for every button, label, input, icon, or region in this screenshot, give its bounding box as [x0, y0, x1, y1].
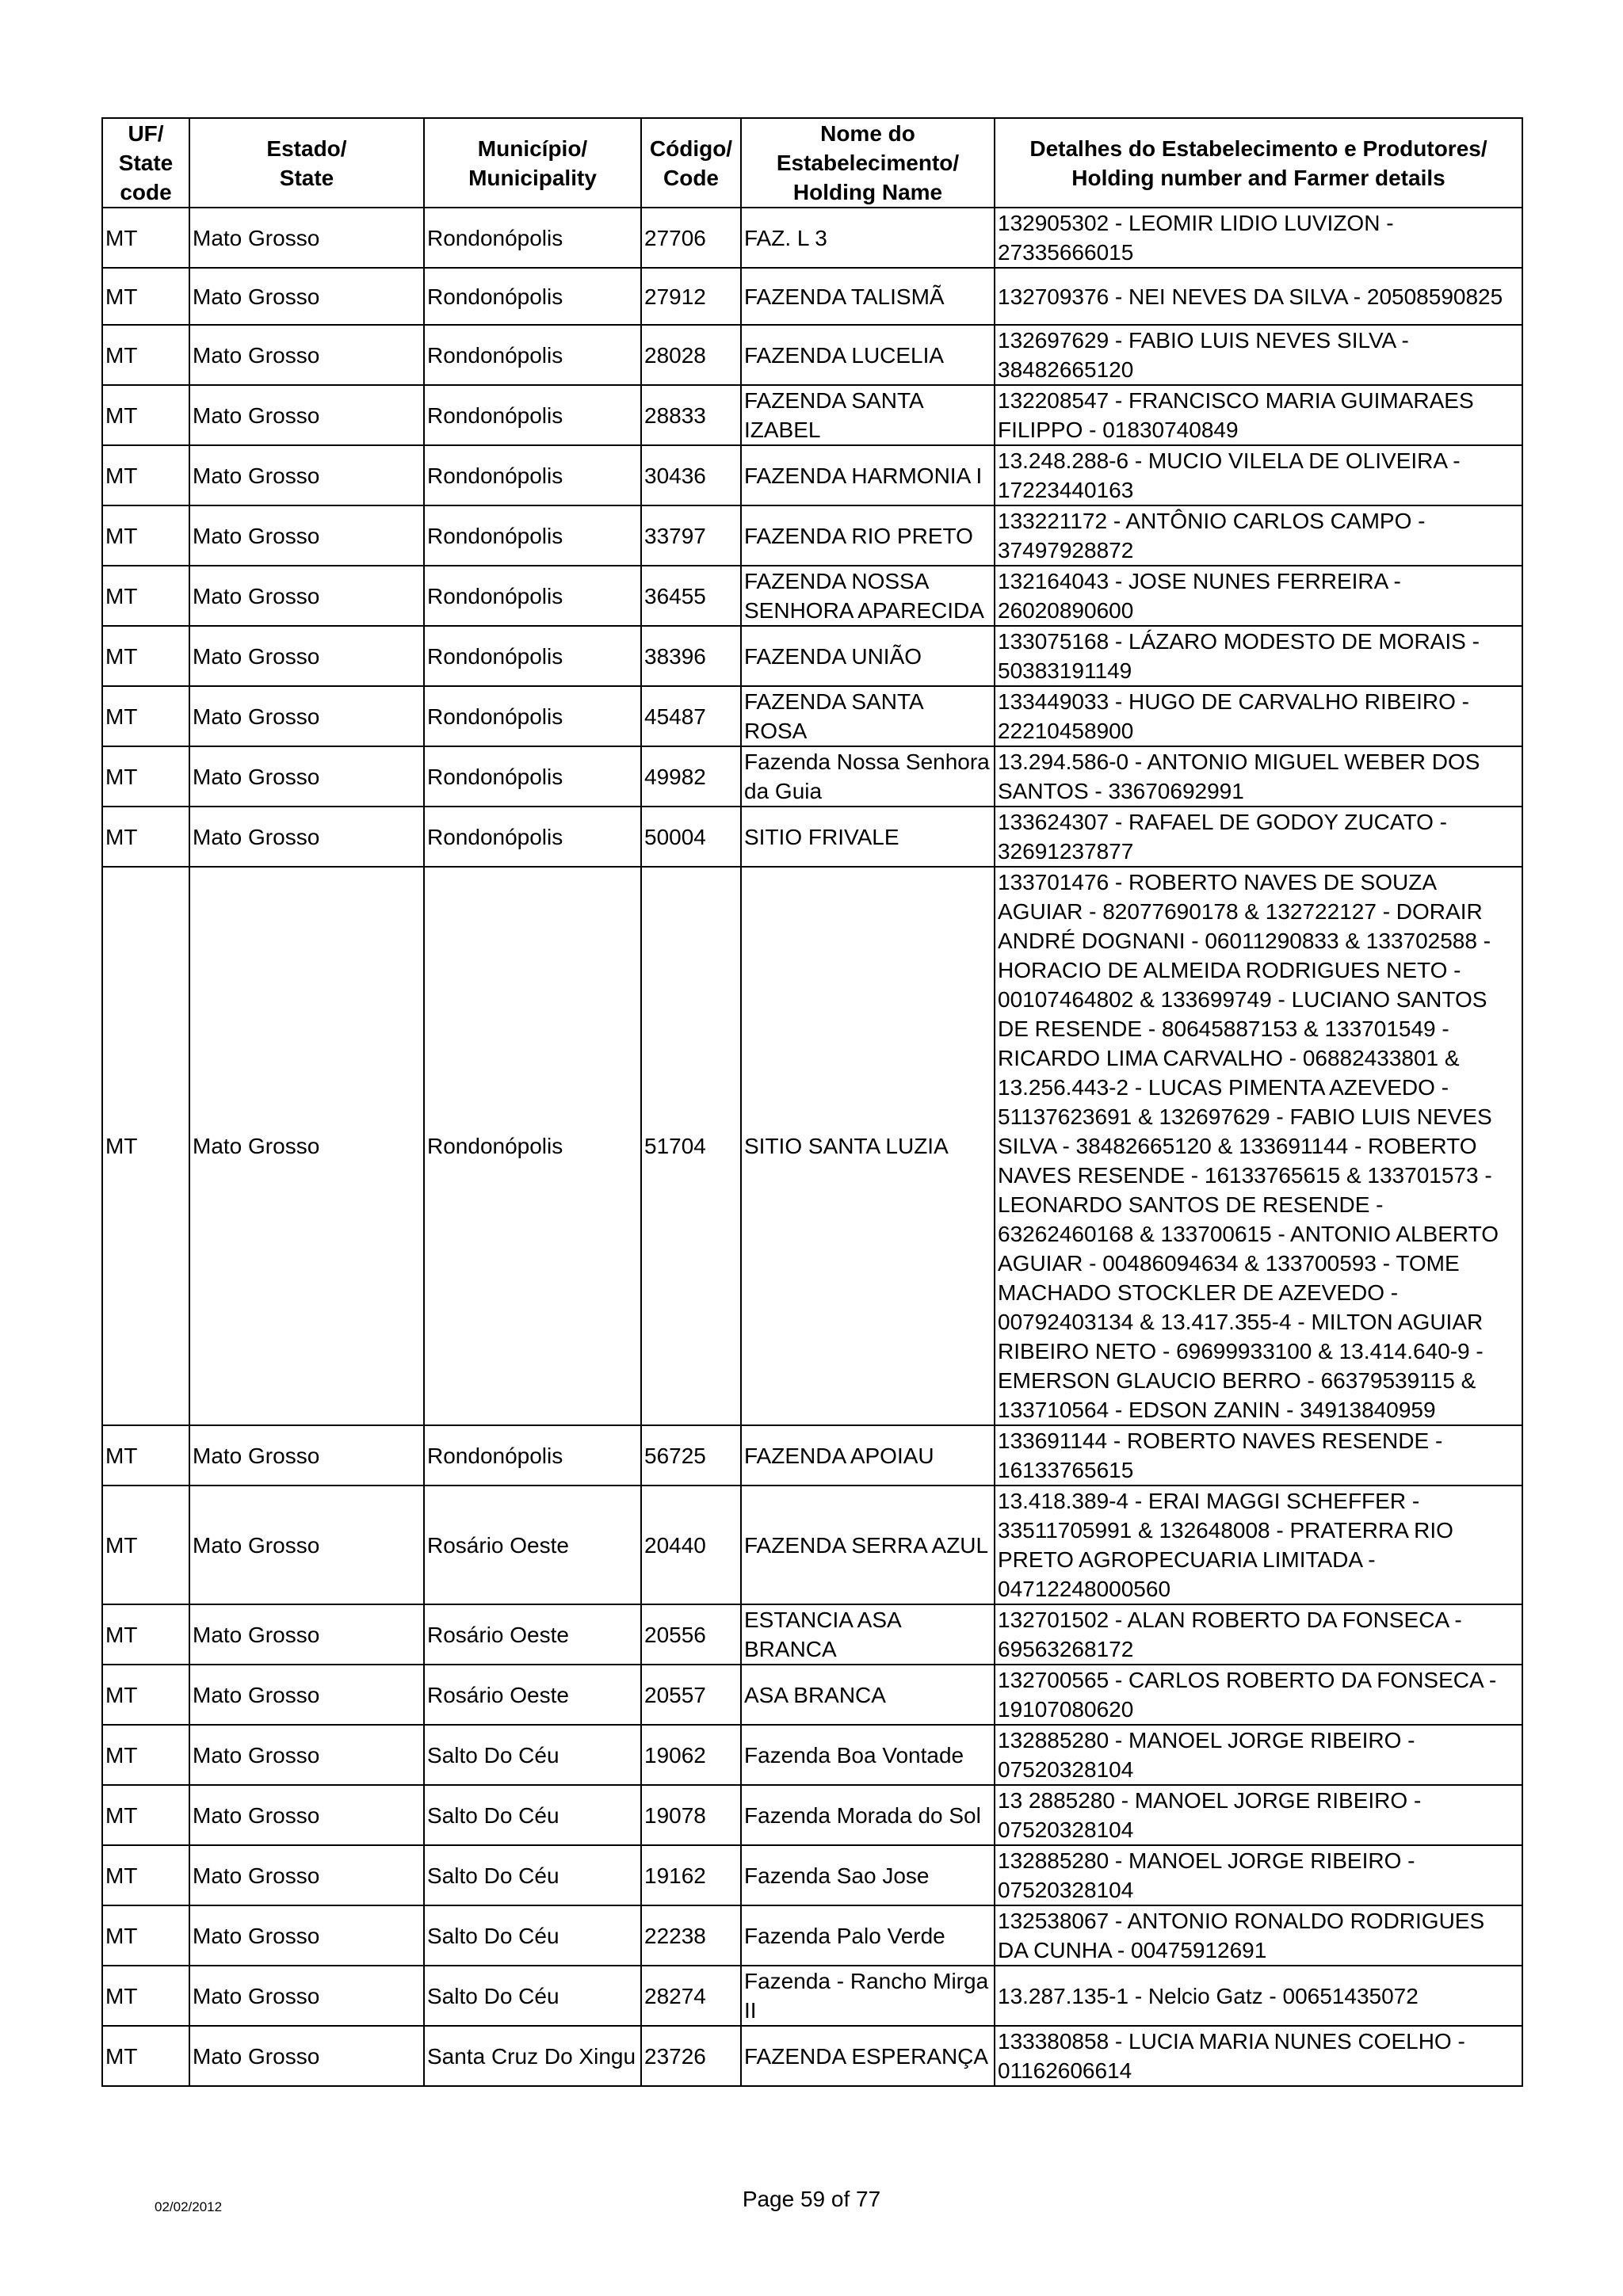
cell-state-code: MT [102, 2026, 189, 2086]
cell-holding-name: FAZENDA NOSSA SENHORA APARECIDA [741, 566, 995, 626]
cell-code: 56725 [641, 1425, 741, 1486]
cell-details: 13.248.288-6 - MUCIO VILELA DE OLIVEIRA - 17223440163 [995, 445, 1522, 505]
cell-details: 132885280 - MANOEL JORGE RIBEIRO - 07520328104 [995, 1845, 1522, 1905]
table-body [102, 208, 1522, 2086]
table-row [102, 1845, 1522, 1905]
cell-state: Mato Grosso [189, 1966, 424, 2026]
cell-state-code: MT [102, 1905, 189, 1966]
cell-state-code: MT [102, 1486, 189, 1604]
cell-code: 23726 [641, 2026, 741, 2086]
cell-state: Mato Grosso [189, 325, 424, 385]
cell-holding-name: Fazenda - Rancho Mirga II [741, 1966, 995, 2026]
cell-state: Mato Grosso [189, 1905, 424, 1966]
cell-municipality: Salto Do Céu [424, 1725, 641, 1785]
cell-details: 132905302 - LEOMIR LIDIO LUVIZON - 27335666015 [995, 208, 1522, 268]
cell-municipality: Rondonópolis [424, 746, 641, 807]
table-row [102, 1604, 1522, 1665]
cell-state-code: MT [102, 325, 189, 385]
table-row [102, 1785, 1522, 1845]
cell-code: 20440 [641, 1486, 741, 1604]
table-row [102, 208, 1522, 268]
cell-state: Mato Grosso [189, 2026, 424, 2086]
cell-state-code: MT [102, 686, 189, 746]
cell-municipality: Rondonópolis [424, 1425, 641, 1486]
cell-state: Mato Grosso [189, 268, 424, 325]
cell-code: 20557 [641, 1665, 741, 1725]
cell-municipality: Rondonópolis [424, 505, 641, 566]
cell-municipality: Rosário Oeste [424, 1604, 641, 1665]
cell-details: 133624307 - RAFAEL DE GODOY ZUCATO - 32691237877 [995, 807, 1522, 867]
cell-holding-name: FAZENDA APOIAU [741, 1425, 995, 1486]
cell-details: 13.294.586-0 - ANTONIO MIGUEL WEBER DOS SANTOS - 33670692991 [995, 746, 1522, 807]
cell-state-code: MT [102, 746, 189, 807]
footer-page-number: Page 59 of 77 [742, 2187, 881, 2211]
cell-code: 19062 [641, 1725, 741, 1785]
cell-holding-name: SITIO FRIVALE [741, 807, 995, 867]
cell-code: 19162 [641, 1845, 741, 1905]
cell-details: 13.418.389-4 - ERAI MAGGI SCHEFFER - 33511705991 & 132648008 - PRATERRA RIO PRETO AGROPECUARIA LIMITADA - 04712248000560 [995, 1486, 1522, 1604]
cell-state: Mato Grosso [189, 746, 424, 807]
cell-details: 132885280 - MANOEL JORGE RIBEIRO - 07520328104 [995, 1725, 1522, 1785]
cell-code: 50004 [641, 807, 741, 867]
cell-state-code: MT [102, 867, 189, 1425]
cell-details: 132164043 - JOSE NUNES FERREIRA - 26020890600 [995, 566, 1522, 626]
cell-state-code: MT [102, 268, 189, 325]
header-municipality: Município/ Municipality [424, 118, 641, 208]
table-row [102, 867, 1522, 1425]
header-details: Detalhes do Estabelecimento e Produtores/ Holding number and Farmer details [995, 118, 1522, 208]
table-row [102, 1966, 1522, 2026]
cell-holding-name: FAZENDA SERRA AZUL [741, 1486, 995, 1604]
table-header-row [102, 118, 1522, 208]
cell-municipality: Rondonópolis [424, 208, 641, 268]
cell-details: 132709376 - NEI NEVES DA SILVA - 20508590825 [995, 268, 1522, 325]
cell-code: 45487 [641, 686, 741, 746]
cell-holding-name: FAZENDA RIO PRETO [741, 505, 995, 566]
cell-holding-name: FAZENDA SANTA ROSA [741, 686, 995, 746]
cell-municipality: Rondonópolis [424, 867, 641, 1425]
cell-state-code: MT [102, 1665, 189, 1725]
table-row [102, 445, 1522, 505]
cell-state-code: MT [102, 1604, 189, 1665]
table-row [102, 268, 1522, 325]
cell-municipality: Rondonópolis [424, 325, 641, 385]
table-row [102, 1665, 1522, 1725]
cell-state: Mato Grosso [189, 505, 424, 566]
cell-code: 38396 [641, 626, 741, 686]
table-row [102, 746, 1522, 807]
cell-municipality: Salto Do Céu [424, 1845, 641, 1905]
cell-holding-name: SITIO SANTA LUZIA [741, 867, 995, 1425]
holdings-table [101, 117, 1523, 2087]
cell-state-code: MT [102, 445, 189, 505]
cell-code: 49982 [641, 746, 741, 807]
cell-details: 13 2885280 - MANOEL JORGE RIBEIRO - 07520328104 [995, 1785, 1522, 1845]
cell-code: 36455 [641, 566, 741, 626]
cell-code: 27912 [641, 268, 741, 325]
cell-details: 132701502 - ALAN ROBERTO DA FONSECA - 69563268172 [995, 1604, 1522, 1665]
cell-state: Mato Grosso [189, 566, 424, 626]
cell-state: Mato Grosso [189, 867, 424, 1425]
cell-code: 27706 [641, 208, 741, 268]
table-row [102, 626, 1522, 686]
table-row [102, 2026, 1522, 2086]
cell-holding-name: FAZENDA LUCELIA [741, 325, 995, 385]
header-holding-name: Nome do Estabelecimento/ Holding Name [741, 118, 995, 208]
cell-state-code: MT [102, 505, 189, 566]
cell-holding-name: FAZENDA HARMONIA I [741, 445, 995, 505]
cell-details: 132700565 - CARLOS ROBERTO DA FONSECA - 19107080620 [995, 1665, 1522, 1725]
cell-holding-name: ESTANCIA ASA BRANCA [741, 1604, 995, 1665]
cell-code: 30436 [641, 445, 741, 505]
cell-municipality: Rosário Oeste [424, 1665, 641, 1725]
cell-state: Mato Grosso [189, 1425, 424, 1486]
table-row [102, 566, 1522, 626]
cell-holding-name: ASA BRANCA [741, 1665, 995, 1725]
cell-state: Mato Grosso [189, 385, 424, 445]
footer-date: 02/02/2012 [155, 2199, 223, 2214]
cell-state: Mato Grosso [189, 445, 424, 505]
cell-holding-name: Fazenda Morada do Sol [741, 1785, 995, 1845]
holdings-table-container [101, 117, 1522, 2087]
header-code: Código/ Code [641, 118, 741, 208]
cell-municipality: Santa Cruz Do Xingu [424, 2026, 641, 2086]
cell-state-code: MT [102, 1966, 189, 2026]
cell-state-code: MT [102, 626, 189, 686]
table-row [102, 807, 1522, 867]
table-row [102, 1425, 1522, 1486]
cell-state: Mato Grosso [189, 1785, 424, 1845]
cell-details: 132697629 - FABIO LUIS NEVES SILVA - 38482665120 [995, 325, 1522, 385]
cell-state-code: MT [102, 208, 189, 268]
header-state-code: UF/ State code [102, 118, 189, 208]
cell-state-code: MT [102, 1845, 189, 1905]
cell-code: 51704 [641, 867, 741, 1425]
cell-municipality: Rondonópolis [424, 566, 641, 626]
cell-state-code: MT [102, 385, 189, 445]
cell-municipality: Rosário Oeste [424, 1486, 641, 1604]
cell-details: 133221172 - ANTÔNIO CARLOS CAMPO - 37497928872 [995, 505, 1522, 566]
cell-holding-name: Fazenda Nossa Senhora da Guia [741, 746, 995, 807]
cell-state-code: MT [102, 1785, 189, 1845]
table-row [102, 1486, 1522, 1604]
cell-municipality: Rondonópolis [424, 385, 641, 445]
header-state: Estado/ State [189, 118, 424, 208]
cell-state: Mato Grosso [189, 1486, 424, 1604]
table-row [102, 505, 1522, 566]
cell-code: 22238 [641, 1905, 741, 1966]
cell-state: Mato Grosso [189, 1604, 424, 1665]
cell-state: Mato Grosso [189, 1725, 424, 1785]
cell-holding-name: FAZENDA SANTA IZABEL [741, 385, 995, 445]
table-row [102, 1725, 1522, 1785]
cell-state-code: MT [102, 1725, 189, 1785]
cell-state: Mato Grosso [189, 686, 424, 746]
cell-code: 28833 [641, 385, 741, 445]
cell-state: Mato Grosso [189, 807, 424, 867]
cell-details: 133449033 - HUGO DE CARVALHO RIBEIRO - 22210458900 [995, 686, 1522, 746]
cell-holding-name: FAZENDA UNIÃO [741, 626, 995, 686]
cell-holding-name: Fazenda Sao Jose [741, 1845, 995, 1905]
cell-code: 19078 [641, 1785, 741, 1845]
cell-details: 133380858 - LUCIA MARIA NUNES COELHO - 01162606614 [995, 2026, 1522, 2086]
cell-municipality: Rondonópolis [424, 445, 641, 505]
cell-municipality: Salto Do Céu [424, 1905, 641, 1966]
cell-code: 33797 [641, 505, 741, 566]
cell-details: 133701476 - ROBERTO NAVES DE SOUZA AGUIAR - 82077690178 & 132722127 - DORAIR ANDRÉ DOGNANI - 06011290833 & 133702588 - HORACIO DE ALMEIDA RODRIGUES NETO - 00107464802 & 133699749 - LUCIANO SANTOS DE RESENDE - 80645887153 & 133701549 - RICARDO LIMA CARVALHO - 06882433801 & 13.256.443-2 - LUCAS PIMENTA AZEVEDO - 51137623691 & 132697629 - FABIO LUIS NEVES SILVA - 38482665120 & 133691144 - ROBERTO NAVES RESENDE - 16133765615 & 133701573 - LEONARDO SANTOS DE RESENDE - 63262460168 & 133700615 - ANTONIO ALBERTO AGUIAR - 00486094634 & 133700593 - TOME MACHADO STOCKLER DE AZEVEDO - 00792403134 & 13.417.355-4 - MILTON AGUIAR RIBEIRO NETO - 69699933100 & 13.414.640-9 - EMERSON GLAUCIO BERRO - 66379539115 & 133710564 - EDSON ZANIN - 34913840959 [995, 867, 1522, 1425]
cell-municipality: Rondonópolis [424, 626, 641, 686]
table-row [102, 325, 1522, 385]
cell-details: 132208547 - FRANCISCO MARIA GUIMARAES FILIPPO - 01830740849 [995, 385, 1522, 445]
cell-holding-name: Fazenda Palo Verde [741, 1905, 995, 1966]
cell-municipality: Rondonópolis [424, 268, 641, 325]
cell-municipality: Rondonópolis [424, 686, 641, 746]
cell-state-code: MT [102, 566, 189, 626]
cell-details: 13.287.135-1 - Nelcio Gatz - 00651435072 [995, 1966, 1522, 2026]
cell-state-code: MT [102, 1425, 189, 1486]
table-row [102, 686, 1522, 746]
cell-municipality: Rondonópolis [424, 807, 641, 867]
cell-code: 20556 [641, 1604, 741, 1665]
cell-code: 28274 [641, 1966, 741, 2026]
cell-holding-name: FAZ. L 3 [741, 208, 995, 268]
cell-details: 133075168 - LÁZARO MODESTO DE MORAIS - 50383191149 [995, 626, 1522, 686]
cell-state: Mato Grosso [189, 1845, 424, 1905]
cell-holding-name: FAZENDA TALISMÃ [741, 268, 995, 325]
table-row [102, 1905, 1522, 1966]
cell-holding-name: FAZENDA ESPERANÇA [741, 2026, 995, 2086]
cell-details: 132538067 - ANTONIO RONALDO RODRIGUES DA CUNHA - 00475912691 [995, 1905, 1522, 1966]
cell-state: Mato Grosso [189, 626, 424, 686]
cell-municipality: Salto Do Céu [424, 1966, 641, 2026]
cell-state: Mato Grosso [189, 1665, 424, 1725]
cell-state-code: MT [102, 807, 189, 867]
cell-state: Mato Grosso [189, 208, 424, 268]
cell-holding-name: Fazenda Boa Vontade [741, 1725, 995, 1785]
cell-code: 28028 [641, 325, 741, 385]
table-row [102, 385, 1522, 445]
cell-details: 133691144 - ROBERTO NAVES RESENDE - 16133765615 [995, 1425, 1522, 1486]
cell-municipality: Salto Do Céu [424, 1785, 641, 1845]
